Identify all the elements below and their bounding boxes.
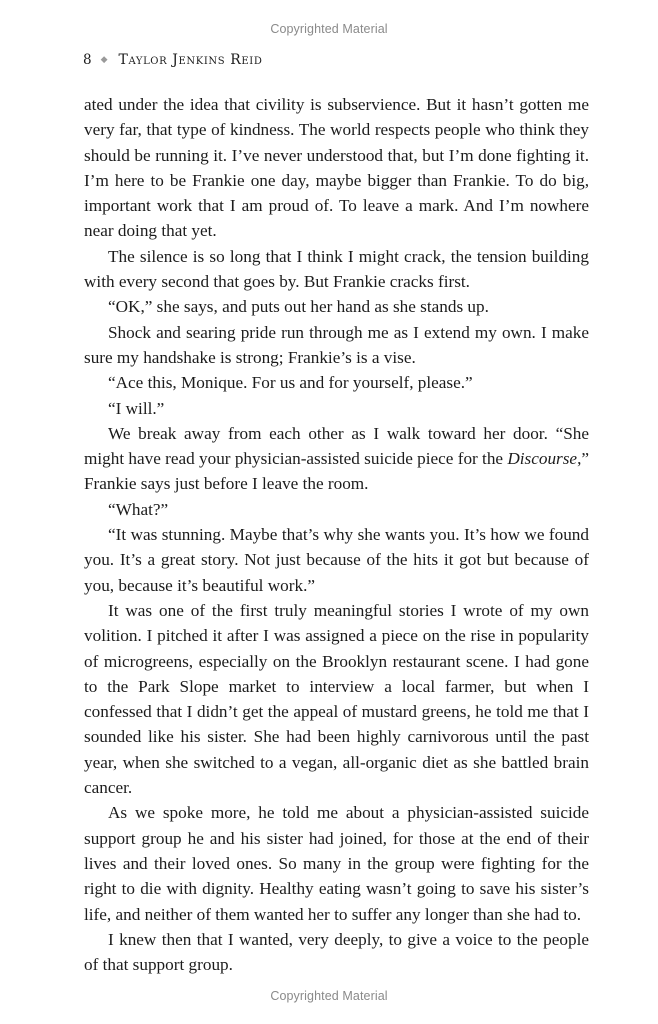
paragraph: The silence is so long that I think I might crack, the tension building with every second that goes by. But Frankie cracks first.: [84, 246, 589, 292]
paragraph: I knew then that I wanted, very deeply, to give a voice to the people of that support group.: [84, 929, 589, 975]
paragraph: “I will.”: [108, 398, 165, 418]
copyright-watermark-bottom: Copyrighted Material: [270, 989, 388, 1003]
paragraph: As we spoke more, he told me about a physician-assisted suicide support group he and his sister had joined, for those at the end of their lives and their loved ones. So many in the group were fighting for the right to die with dignity. Healthy eating wasn’t going to save his sister’s life, and neither of them wanted her to suffer any longer than she had to.: [84, 803, 589, 924]
paragraph: Shock and searing pride run through me as I extend my own. I make sure my handshake is strong; Frankie’s is a vise.: [84, 322, 589, 367]
body-text: [84, 92, 589, 977]
paragraph: “It was stunning. Maybe that’s why she wants you. It’s how we found you. It’s a great story. Not just because of the hits it got but because of you, because it’s beautiful work.”: [84, 525, 589, 595]
page-number: 8: [83, 52, 92, 68]
paragraph: “What?”: [108, 499, 169, 519]
paragraph: “Ace this, Monique. For us and for yourself, please.”: [108, 373, 473, 393]
publication-title: Discourse: [507, 449, 578, 469]
separator-diamond-icon: ◆: [100, 55, 108, 65]
running-head: [83, 52, 262, 68]
paragraph: ated under the idea that civility is subservience. But it hasn’t gotten me very far, that type of kindness. The world respects people who think they should be running it. I’ve never understood that, but I’m done fighting it. I’m here to be Frankie one day, maybe bigger than Frankie. To do big, important work that I am proud of. To leave a mark. And I’m nowhere near doing that yet.: [84, 95, 589, 241]
paragraph: We break away from each other as I walk toward her door. “She might have read your physician-assisted suicide piece for the Discourse,” Frankie says just before I leave the room.: [84, 423, 589, 494]
copyright-watermark-top: Copyrighted Material: [270, 22, 388, 36]
paragraph: It was one of the first truly meaningful stories I wrote of my own volition. I pitched it after I was assigned a piece on the rise in popularity of microgreens, especially on the Brooklyn restaurant scene. I had gone to the Park Slope market to interview a local farmer, but when I confessed that I didn’t get the appeal of mustard greens, he told me that I sounded like his sister. She had been highly carnivorous until the past year, when she switched to a vegan, all-organic diet as she battled brain cancer.: [84, 600, 589, 798]
paragraph: “OK,” she says, and puts out her hand as she stands up.: [108, 297, 489, 317]
author-name: Taylor Jenkins Reid: [118, 52, 263, 68]
